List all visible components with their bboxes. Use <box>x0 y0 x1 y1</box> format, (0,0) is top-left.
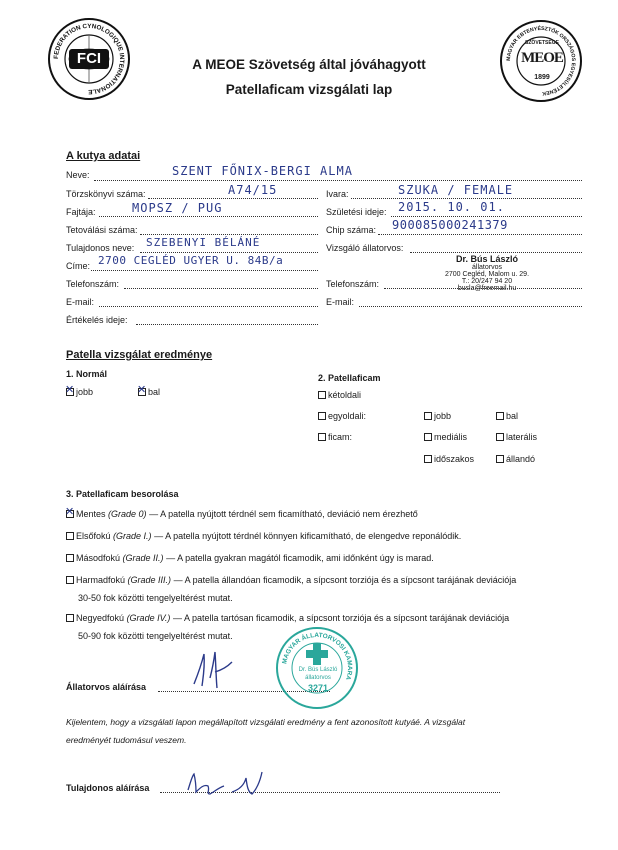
birth-label: Születési ideje: <box>326 207 387 217</box>
declaration-line2: eredményét tudomásul veszem. <box>66 735 187 745</box>
vet-stamp <box>432 254 542 292</box>
lateral-label: laterális <box>506 432 538 442</box>
grade2-desc: — A patella gyakran magától ficamodik, ami időnként úgy is marad. <box>166 553 434 563</box>
grade0-desc: — A patella nyújtott térdnél sem ficamítható, deviáció nem érezhető <box>149 509 418 519</box>
vet-stamp-address: 2700 Cegléd, Malom u. 29. <box>444 271 530 278</box>
grade3-grade: (Grade III.) <box>127 575 172 585</box>
chip-label: Chip száma: <box>326 225 377 235</box>
permanent-label: állandó <box>506 454 536 464</box>
svg-text:MAGYAR ÁLLATORVOSI KAMARA: MAGYAR ÁLLATORVOSI KAMARA <box>281 631 354 681</box>
vet-stamp-role: állatorvos <box>472 264 502 271</box>
owner-value: SZEBENYI BÉLÁNÉ <box>146 236 261 249</box>
phone-label: Telefonszám: <box>66 279 120 289</box>
grade0-checkbox[interactable] <box>66 510 74 518</box>
tattoo-label: Tetoválási száma: <box>66 225 138 235</box>
vet-stamp-name: Dr. Bús László <box>455 254 518 264</box>
declaration-line1: Kijelentem, hogy a vizsgálati lapon megállapított vizsgálati eredmény a fent azonosított kutyáé. A vizsgálat <box>66 717 466 727</box>
reg-value: A74/15 <box>228 183 278 197</box>
permanent-option[interactable] <box>496 454 535 464</box>
grade3-name: Harmadfokú <box>76 575 126 585</box>
chip-value: 900085000241379 <box>392 218 508 232</box>
name-label: Neve: <box>66 170 90 180</box>
meoe-logo-center: MEOE <box>521 50 563 66</box>
right-label: jobb <box>434 411 452 421</box>
grade4-option[interactable] <box>66 613 509 623</box>
grade4-name: Negyedfokú <box>76 613 125 623</box>
sex-value: SZUKA / FEMALE <box>398 183 514 197</box>
grade4-checkbox[interactable] <box>66 614 74 622</box>
page-title-line2: Patellaficam vizsgálati lap <box>225 82 393 97</box>
grade2-grade: (Grade II.) <box>122 553 164 563</box>
vet-stamp-phone: T.: 20/247 94 20 <box>461 278 513 285</box>
sex-label: Ivara: <box>326 189 349 199</box>
luxation-title: 2. Patellaficam <box>318 373 381 383</box>
normal-right-checkbox[interactable] <box>66 388 74 396</box>
fci-logo-center: FCI <box>69 49 109 69</box>
left-label: bal <box>506 411 519 421</box>
chamber-stamp <box>276 627 358 709</box>
owner-label: Tulajdonos neve: <box>66 243 135 253</box>
vet-phone-label: Telefonszám: <box>326 279 380 289</box>
grading-title: 3. Patellaficam besorolása <box>66 489 179 499</box>
vet-email-label: E-mail: <box>326 297 355 307</box>
lateral-checkbox[interactable] <box>496 433 504 441</box>
vet-signature-label: Állatorvos aláírása <box>66 682 147 692</box>
grade1-name: Elsőfokú <box>76 531 111 541</box>
grade4-grade: (Grade IV.) <box>126 613 171 623</box>
medial-label: mediális <box>434 432 468 442</box>
owner-signature <box>184 764 274 800</box>
meoe-logo-banner: SZÖVETSÉGE <box>525 40 559 46</box>
address-value: 2700 CEGLÉD UGYER U. 84B/a <box>98 254 284 267</box>
left-checkbox[interactable] <box>496 412 504 420</box>
bilateral-checkbox[interactable] <box>318 391 326 399</box>
address-label: Címe: <box>66 261 91 271</box>
dog-section-title: A kutya adatai <box>66 150 141 162</box>
medial-option[interactable] <box>424 432 467 442</box>
owner-signature-label: Tulajdonos aláírása <box>66 783 150 793</box>
grade2-option[interactable] <box>66 553 434 563</box>
intermittent-label: időszakos <box>434 454 475 464</box>
grade3-desc: — A patella állandóan ficamodik, a sípcsont torziója és a sípcsont tarájának deviációja <box>173 575 517 585</box>
lateral-option[interactable] <box>496 432 537 442</box>
permanent-checkbox[interactable] <box>496 455 504 463</box>
luxation-option[interactable] <box>318 432 352 442</box>
normal-left-option[interactable] <box>138 387 160 397</box>
page-title-line1: A MEOE Szövetség által jóváhagyott <box>192 57 426 72</box>
grade3-option[interactable] <box>66 575 516 585</box>
results-section-title: Patella vizsgálat eredménye <box>66 349 213 361</box>
chamber-stamp-name: Dr. Bús László <box>298 667 338 673</box>
bilateral-label: kétoldali <box>328 390 362 400</box>
unilateral-option[interactable] <box>318 411 366 421</box>
svg-text:FEDERATION CYNOLOGIQUE INTERNA: FEDERATION CYNOLOGIQUE INTERNATIONALE <box>52 22 126 96</box>
eval-label: Értékelés ideje: <box>66 315 128 325</box>
bilateral-option[interactable] <box>318 390 361 400</box>
medial-checkbox[interactable] <box>424 433 432 441</box>
grade1-desc: — A patella nyújtott térdnél könnyen kificamítható, de elengedve reponálódik. <box>154 531 462 541</box>
right-option[interactable] <box>424 411 451 421</box>
breed-label: Fajtája: <box>66 207 96 217</box>
normal-left-checkbox[interactable] <box>138 388 146 396</box>
normal-right-option[interactable] <box>66 387 93 397</box>
meoe-logo-year: 1899 <box>534 74 550 81</box>
chamber-stamp-number: 3271 <box>307 683 329 693</box>
unilateral-label: egyoldali: <box>328 411 367 421</box>
grade1-option[interactable] <box>66 531 461 541</box>
intermittent-option[interactable] <box>424 454 474 464</box>
intermittent-checkbox[interactable] <box>424 455 432 463</box>
grade0-name: Mentes <box>76 509 106 519</box>
left-option[interactable] <box>496 411 518 421</box>
normal-right-label: jobb <box>76 387 94 397</box>
chamber-stamp-role: állatorvos <box>305 675 331 681</box>
normal-title: 1. Normál <box>66 369 108 379</box>
breed-value: MOPSZ / PUG <box>132 201 223 215</box>
grade2-checkbox[interactable] <box>66 554 74 562</box>
luxation-checkbox[interactable] <box>318 433 326 441</box>
grade3-desc2: 30-50 fok közötti tengelyeltérést mutat. <box>78 593 233 603</box>
grade1-grade: (Grade I.) <box>113 531 152 541</box>
grade3-checkbox[interactable] <box>66 576 74 584</box>
right-checkbox[interactable] <box>424 412 432 420</box>
grade2-name: Másodfokú <box>76 553 121 563</box>
birth-value: 2015. 10. 01. <box>398 200 505 214</box>
grade0-grade: (Grade 0) <box>108 509 147 519</box>
normal-left-label: bal <box>148 387 161 397</box>
reg-label: Törzskönyvi száma: <box>66 189 146 199</box>
vet-stamp-email: busla@freemail.hu <box>457 285 517 292</box>
grade0-option[interactable] <box>66 509 418 519</box>
vet-label: Vizsgáló állatorvos: <box>326 243 404 253</box>
email-label: E-mail: <box>66 297 95 307</box>
luxation-label: ficam: <box>328 432 353 442</box>
vet-signature <box>188 648 258 692</box>
grade4-desc: — A patella tartósan ficamodik, a sípcsont torziója és a sípcsont tarájának deviációja <box>172 613 510 623</box>
name-value: SZENT FŐNIX-BERGI ALMA <box>172 164 353 178</box>
grade1-checkbox[interactable] <box>66 532 74 540</box>
unilateral-checkbox[interactable] <box>318 412 326 420</box>
svg-text:MAGYAR EBTENYÉSZTŐK ORSZÁGOS E: MAGYAR EBTENYÉSZTŐK ORSZÁGOS EGYESÜLETÉNEK <box>505 25 577 97</box>
grade4-desc2: 50-90 fok közötti tengelyeltérést mutat. <box>78 631 233 641</box>
